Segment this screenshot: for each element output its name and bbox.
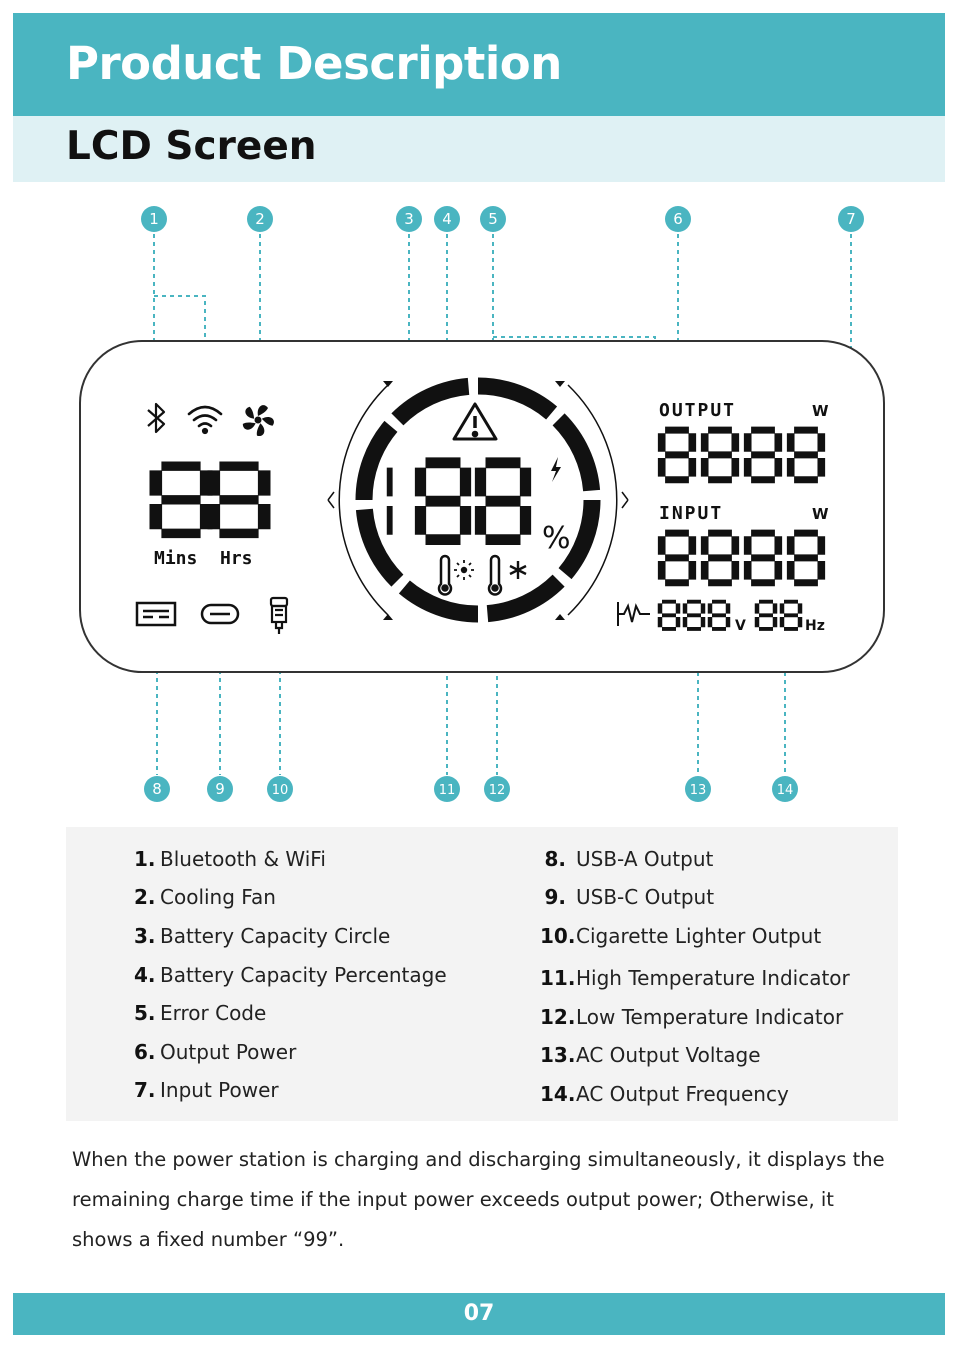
section-banner bbox=[13, 116, 945, 182]
callout-number-11: 11 bbox=[438, 783, 456, 798]
callout-number-2: 2 bbox=[255, 210, 265, 228]
legend-item: 5. Error Code bbox=[134, 1001, 267, 1025]
mins-label: Mins bbox=[154, 548, 198, 569]
voltage-unit: V bbox=[735, 618, 746, 634]
legend-item: 3. Battery Capacity Circle bbox=[134, 924, 391, 948]
legend-item: 14.AC Output Frequency bbox=[540, 1082, 789, 1106]
legend-item: 7. Input Power bbox=[134, 1078, 279, 1102]
input-label: INPUT bbox=[659, 503, 724, 524]
legend-item: 1. Bluetooth & WiFi bbox=[134, 847, 326, 871]
page-title: Product Description bbox=[66, 37, 562, 90]
legend-item: 11.High Temperature Indicator bbox=[540, 966, 850, 990]
callout-number-8: 8 bbox=[152, 780, 162, 798]
callout-number-3: 3 bbox=[404, 210, 414, 228]
header-banner bbox=[13, 13, 945, 116]
callout-number-14: 14 bbox=[776, 783, 794, 798]
page-number: 07 bbox=[463, 1301, 495, 1326]
legend-item: 6. Output Power bbox=[134, 1040, 297, 1064]
callout-number-13: 13 bbox=[689, 783, 707, 798]
legend-panel bbox=[66, 827, 898, 1121]
frequency-unit: Hz bbox=[805, 618, 825, 634]
output-label: OUTPUT bbox=[659, 400, 737, 421]
callout-number-6: 6 bbox=[673, 210, 683, 228]
percent-sign: % bbox=[542, 521, 571, 556]
callout-number-7: 7 bbox=[846, 210, 856, 228]
footer-bar bbox=[13, 1293, 945, 1335]
lcd-diagram bbox=[0, 190, 958, 810]
legend-item: 13.AC Output Voltage bbox=[540, 1043, 761, 1067]
legend-item: 12.Low Temperature Indicator bbox=[540, 1005, 844, 1029]
legend-item: 9. USB-C Output bbox=[544, 885, 715, 909]
callout-number-10: 10 bbox=[271, 783, 289, 798]
callout-number-5: 5 bbox=[488, 210, 498, 228]
note-paragraph: When the power station is charging and discharging simultaneously, it displays the remaining charge time if the input power exceeds output power; Otherwise, it shows a fixed number “99”. bbox=[72, 1148, 885, 1251]
legend-item: 2. Cooling Fan bbox=[134, 885, 276, 909]
legend-item: 10.Cigarette Lighter Output bbox=[540, 924, 822, 948]
output-unit: W bbox=[812, 402, 829, 420]
callout-number-9: 9 bbox=[215, 780, 225, 798]
section-title: LCD Screen bbox=[66, 124, 317, 169]
callout-number-4: 4 bbox=[442, 210, 452, 228]
callout-number-1: 1 bbox=[149, 210, 159, 228]
legend-item: 4. Battery Capacity Percentage bbox=[134, 963, 447, 987]
callout-number-12: 12 bbox=[488, 783, 506, 798]
hrs-label: Hrs bbox=[220, 548, 253, 569]
input-unit: W bbox=[812, 505, 829, 523]
legend-item: 8. USB-A Output bbox=[544, 847, 714, 871]
